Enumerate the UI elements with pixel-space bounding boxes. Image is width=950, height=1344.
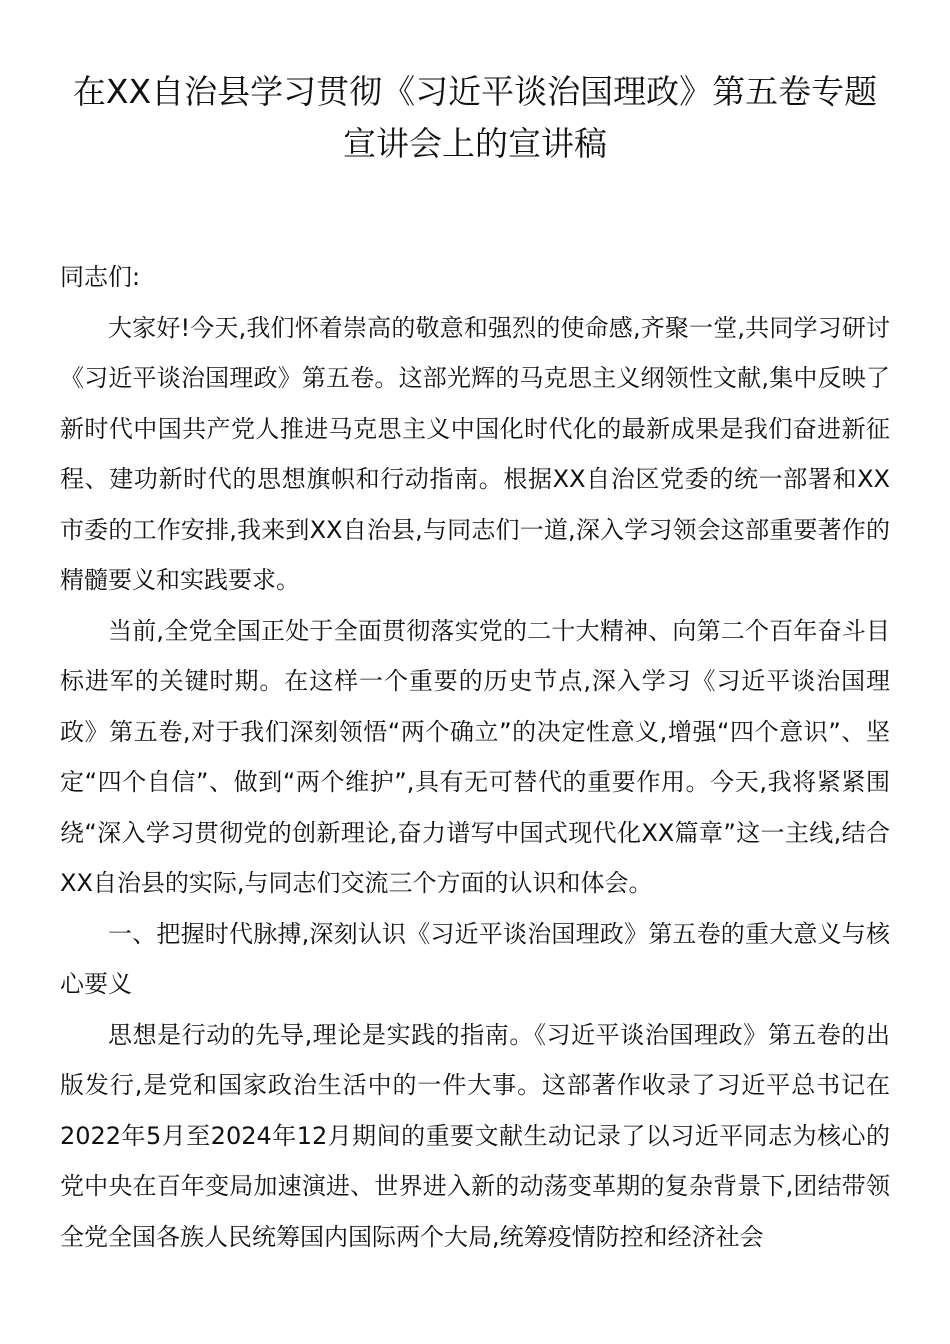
paragraph-section-1: 思想是行动的先导,理论是实践的指南。《习近平谈治国理政》第五卷的出版发行,是党和国家政治生活中的一件大事。这部著作收录了习近平总书记在2022年5月至2024年12月期间的重要文献生动记录了以习近平同志为核心的党中央在百年变局加速演进、世界进入新的动荡变革期的复杂背景下,团结带领全党全国各族人民统筹国内国际两个大局,统筹疫情防控和经济社会 [60,1020,890,1251]
document-title: 在XX自治县学习贯彻《习近平谈治国理政》第五卷专题宣讲会上的宣讲稿 [72,72,878,163]
salutation: 同志们: [60,263,141,291]
paragraph-context: 当前,全党全国正处于全面贯彻落实党的二十大精神、向第二个百年奋斗目标进军的关键时期。在这样一个重要的历史节点,深入学习《习近平谈治国理政》第五卷,对于我们深刻领悟“两个确立”的决定性意义,增强“四个意识”、坚定“四个自信”、做到“两个维护”,具有无可替代的重要作用。今天,我将紧紧围绕“深入学习贯彻党的创新理论,奋力谱写中国式现代化XX篇章”这一主线,结合XX自治县的实际,与同志们交流三个方面的认识和体会。 [60,616,890,897]
document-body [60,252,890,1262]
section-heading-1: 一、把握时代脉搏,深刻认识《习近平谈治国理政》第五卷的重大意义与核心要义 [60,919,890,998]
paragraph-opening: 大家好!今天,我们怀着崇高的敬意和强烈的使命感,齐聚一堂,共同学习研讨《习近平谈治国理政》第五卷。这部光辉的马克思主义纲领性文献,集中反映了新时代中国共产党人推进马克思主义中国化时代化的最新成果是我们奋进新征程、建功新时代的思想旗帜和行动指南。根据XX自治区党委的统一部署和XX市委的工作安排,我来到XX自治县,与同志们一道,深入学习领会这部重要著作的精髓要义和实践要求。 [60,313,890,594]
